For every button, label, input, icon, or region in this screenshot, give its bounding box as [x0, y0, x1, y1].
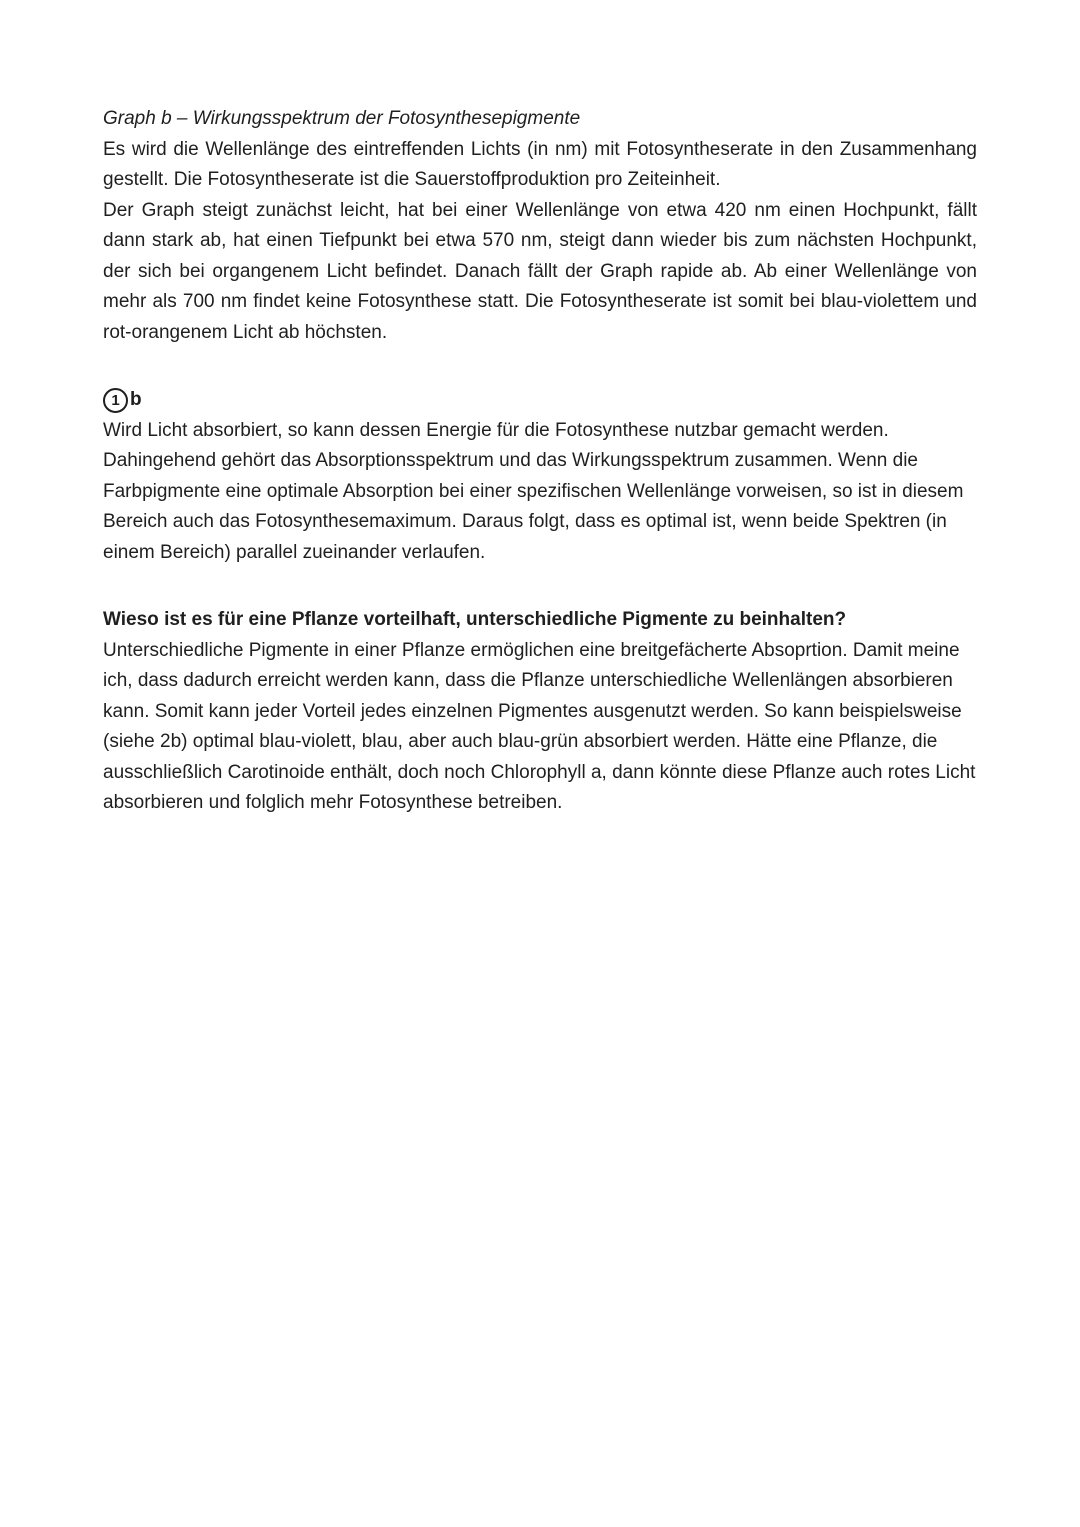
graph-b-title: Graph b – Wirkungsspektrum der Fotosynthesepigmente — [103, 108, 581, 129]
section-spacer — [103, 348, 977, 385]
document-page — [103, 104, 977, 819]
task-letter: b — [130, 389, 142, 410]
circled-number: 1 — [103, 388, 128, 413]
task-1b-paragraph: Wird Licht absorbiert, so kann dessen Energie für die Fotosynthese nutzbar gemacht werden. Dahingehend gehört das Absorptionsspektrum und das Wirkungsspektrum zusammen. Wenn die Farbpigmente eine optimale Absorption bei einer spezifischen Wellenlänge vorweisen, so ist in diesem Bereich auch das Fotosynthesemaximum. Daraus folgt, dass es optimal ist, wenn beide Spektren (in einem Bereich) parallel zueinander verlaufen. — [103, 419, 964, 563]
section-spacer — [103, 568, 977, 605]
task-label-1b — [103, 385, 977, 416]
graph-b-paragraph-1: Es wird die Wellenlänge des eintreffenden Lichts (in nm) mit Fotosyntheserate in den Zusammenhang gestellt. Die Fotosyntheserate ist die Sauerstoffproduktion pro Zeiteinheit. — [103, 138, 977, 190]
question-answer: Unterschiedliche Pigmente in einer Pflanze ermöglichen eine breitgefächerte Absoprtion. Damit meine ich, dass dadurch erreicht werden kann, dass die Pflanze unterschiedliche Wellenlängen absorbieren kann. Somit kann jeder Vorteil jedes einzelnen Pigmentes ausgenutzt werden. So kann beispielsweise (siehe 2b) optimal blau-violett, blau, aber auch blau-grün absorbiert werden. Hätte eine Pflanze, die ausschließlich Carotinoide enthält, doch noch Chlorophyll a, dann könnte diese Pflanze auch rotes Licht absorbieren und folglich mehr Fotosynthese betreiben. — [103, 639, 976, 813]
question-heading: Wieso ist es für eine Pflanze vorteilhaft, unterschiedliche Pigmente zu beinhalten? — [103, 609, 847, 630]
graph-b-paragraph-2: Der Graph steigt zunächst leicht, hat bei einer Wellenlänge von etwa 420 nm einen Hochpunkt, fällt dann stark ab, hat einen Tiefpunkt bei etwa 570 nm, steigt dann wieder bis zum nächsten Hochpunkt, der sich bei organgenem Licht befindet. Danach fällt der Graph rapide ab. Ab einer Wellenlänge von mehr als 700 nm findet keine Fotosynthese statt. Die Fotosyntheserate ist somit bei blau-violettem und rot-orangenem Licht ab höchsten. — [103, 199, 977, 343]
